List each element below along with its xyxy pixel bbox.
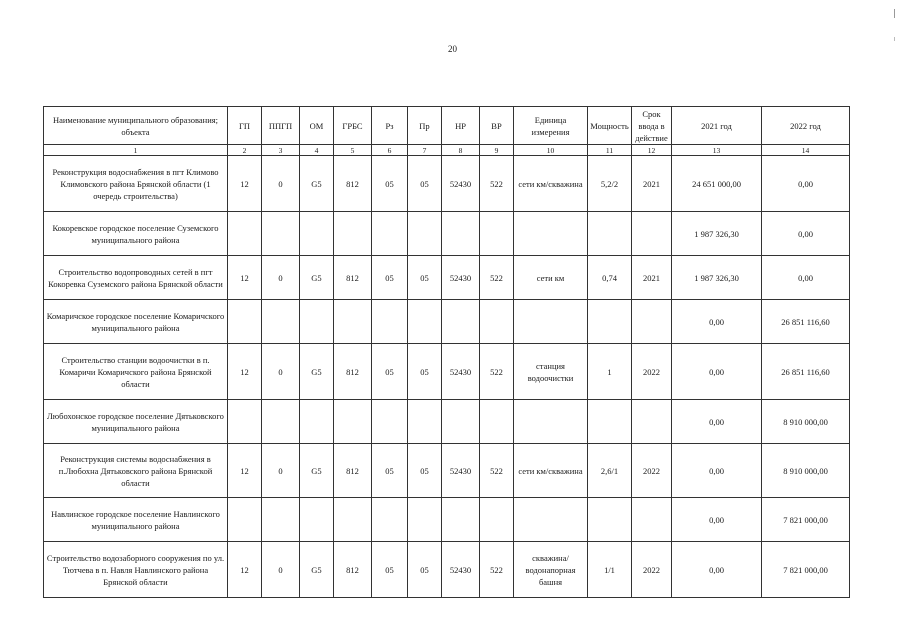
cell-ppgp: 0 [262, 344, 300, 400]
col-number: 11 [588, 145, 632, 156]
cell-amount-2022: 8 910 000,00 [762, 444, 850, 498]
cell-amount-2022: 7 821 000,00 [762, 498, 850, 542]
cell-om: G5 [300, 444, 334, 498]
cell-amount-2022: 0,00 [762, 212, 850, 256]
cell-amount-2021: 1 987 326,30 [672, 212, 762, 256]
page-edge-mark [894, 9, 895, 18]
cell-om: G5 [300, 542, 334, 598]
cell-unit: сети км/скважина [514, 444, 588, 498]
cell-pr: 05 [408, 344, 442, 400]
col-header-om: ОМ [300, 107, 334, 145]
cell-unit [514, 212, 588, 256]
cell-amount-2021: 1 987 326,30 [672, 256, 762, 300]
cell-nr [442, 400, 480, 444]
cell-grbs [334, 498, 372, 542]
cell-om: G5 [300, 256, 334, 300]
col-number: 8 [442, 145, 480, 156]
col-header-commissioning: Срок ввода в действие [632, 107, 672, 145]
col-header-rz: Рз [372, 107, 408, 145]
col-number: 14 [762, 145, 850, 156]
cell-gp: 12 [228, 256, 262, 300]
cell-rz: 05 [372, 344, 408, 400]
cell-capacity [588, 212, 632, 256]
cell-object-name: Реконструкция системы водоснабжения в п.Любохна Дятьковского района Брянской области [44, 444, 228, 498]
cell-capacity: 2,6/1 [588, 444, 632, 498]
cell-vr [480, 300, 514, 344]
cell-gp [228, 212, 262, 256]
cell-unit: станция водоочистки [514, 344, 588, 400]
col-header-nr: НР [442, 107, 480, 145]
col-number: 6 [372, 145, 408, 156]
cell-vr: 522 [480, 256, 514, 300]
cell-commissioning-year: 2022 [632, 542, 672, 598]
col-header-name: Наименование муниципального образования; объекта [44, 107, 228, 145]
cell-pr [408, 400, 442, 444]
cell-vr: 522 [480, 542, 514, 598]
col-number: 3 [262, 145, 300, 156]
cell-grbs: 812 [334, 344, 372, 400]
cell-gp [228, 498, 262, 542]
cell-om: G5 [300, 344, 334, 400]
col-header-unit: Единица измерения [514, 107, 588, 145]
cell-nr: 52430 [442, 542, 480, 598]
cell-capacity [588, 498, 632, 542]
cell-gp [228, 300, 262, 344]
cell-nr [442, 300, 480, 344]
table-row [44, 400, 850, 444]
cell-object-name: Кокоревское городское поселение Суземского муниципального района [44, 212, 228, 256]
cell-gp: 12 [228, 542, 262, 598]
cell-rz: 05 [372, 256, 408, 300]
col-header-2021: 2021 год [672, 107, 762, 145]
funding-table [43, 106, 850, 598]
cell-om [300, 300, 334, 344]
cell-amount-2022: 0,00 [762, 156, 850, 212]
cell-capacity: 5,2/2 [588, 156, 632, 212]
cell-capacity: 1 [588, 344, 632, 400]
cell-amount-2021: 0,00 [672, 444, 762, 498]
col-number: 1 [44, 145, 228, 156]
cell-commissioning-year [632, 212, 672, 256]
col-number: 9 [480, 145, 514, 156]
cell-object-name: Строительство водопроводных сетей в пгт Кокоревка Суземского района Брянской области [44, 256, 228, 300]
cell-om [300, 400, 334, 444]
cell-vr: 522 [480, 444, 514, 498]
cell-grbs: 812 [334, 156, 372, 212]
cell-pr [408, 498, 442, 542]
cell-commissioning-year [632, 498, 672, 542]
cell-nr [442, 498, 480, 542]
cell-vr: 522 [480, 344, 514, 400]
cell-rz: 05 [372, 444, 408, 498]
cell-gp: 12 [228, 444, 262, 498]
col-number: 7 [408, 145, 442, 156]
cell-object-name: Навлинское городское поселение Навлинского муниципального района [44, 498, 228, 542]
cell-pr: 05 [408, 542, 442, 598]
cell-nr: 52430 [442, 444, 480, 498]
table-row [44, 156, 850, 212]
cell-gp: 12 [228, 344, 262, 400]
cell-rz: 05 [372, 542, 408, 598]
cell-amount-2022: 0,00 [762, 256, 850, 300]
col-header-vr: ВР [480, 107, 514, 145]
cell-grbs: 812 [334, 542, 372, 598]
cell-grbs: 812 [334, 444, 372, 498]
cell-commissioning-year [632, 300, 672, 344]
cell-object-name: Строительство станции водоочистки в п. Комаричи Комаричского района Брянской области [44, 344, 228, 400]
cell-pr: 05 [408, 156, 442, 212]
cell-om [300, 498, 334, 542]
cell-vr: 522 [480, 156, 514, 212]
cell-amount-2022: 26 851 116,60 [762, 344, 850, 400]
header-row [44, 107, 850, 145]
cell-grbs [334, 300, 372, 344]
table-row [44, 256, 850, 300]
cell-amount-2021: 0,00 [672, 344, 762, 400]
table-row [44, 498, 850, 542]
cell-vr [480, 212, 514, 256]
cell-pr: 05 [408, 444, 442, 498]
cell-vr [480, 498, 514, 542]
cell-unit [514, 300, 588, 344]
cell-amount-2022: 8 910 000,00 [762, 400, 850, 444]
col-header-grbs: ГРБС [334, 107, 372, 145]
cell-commissioning-year: 2021 [632, 256, 672, 300]
cell-ppgp [262, 300, 300, 344]
cell-rz [372, 400, 408, 444]
table-row [44, 542, 850, 598]
cell-nr: 52430 [442, 256, 480, 300]
cell-amount-2021: 0,00 [672, 542, 762, 598]
cell-grbs [334, 212, 372, 256]
cell-commissioning-year [632, 400, 672, 444]
cell-amount-2021: 0,00 [672, 400, 762, 444]
cell-ppgp: 0 [262, 156, 300, 212]
page-edge-mark-lower [894, 37, 895, 41]
col-header-gp: ГП [228, 107, 262, 145]
cell-amount-2022: 7 821 000,00 [762, 542, 850, 598]
cell-unit: сети км [514, 256, 588, 300]
cell-amount-2021: 0,00 [672, 300, 762, 344]
cell-gp [228, 400, 262, 444]
cell-om [300, 212, 334, 256]
cell-rz [372, 498, 408, 542]
cell-object-name: Любохонское городское поселение Дятьковского муниципального района [44, 400, 228, 444]
cell-gp: 12 [228, 156, 262, 212]
cell-capacity [588, 300, 632, 344]
col-number: 13 [672, 145, 762, 156]
cell-rz [372, 300, 408, 344]
cell-vr [480, 400, 514, 444]
cell-grbs: 812 [334, 256, 372, 300]
cell-pr: 05 [408, 256, 442, 300]
cell-capacity: 1/1 [588, 542, 632, 598]
col-header-2022: 2022 год [762, 107, 850, 145]
col-number: 5 [334, 145, 372, 156]
cell-ppgp: 0 [262, 444, 300, 498]
page-number: 20 [448, 44, 457, 54]
cell-object-name: Реконструкция водоснабжения в пгт Климово Климовского района Брянской области (1 очередь строительства) [44, 156, 228, 212]
col-header-ppgp: ППГП [262, 107, 300, 145]
cell-unit [514, 400, 588, 444]
cell-commissioning-year: 2021 [632, 156, 672, 212]
cell-ppgp [262, 212, 300, 256]
col-number: 4 [300, 145, 334, 156]
cell-commissioning-year: 2022 [632, 344, 672, 400]
cell-unit [514, 498, 588, 542]
table-row [44, 344, 850, 400]
table-row [44, 212, 850, 256]
column-number-row [44, 145, 850, 156]
cell-amount-2021: 0,00 [672, 498, 762, 542]
cell-pr [408, 212, 442, 256]
col-header-capacity: Мощность [588, 107, 632, 145]
col-header-pr: Пр [408, 107, 442, 145]
col-number: 10 [514, 145, 588, 156]
cell-object-name: Строительство водозаборного сооружения по ул. Тютчева в п. Навля Навлинского района Брянской области [44, 542, 228, 598]
cell-amount-2022: 26 851 116,60 [762, 300, 850, 344]
cell-unit: скважина/водонапорная башня [514, 542, 588, 598]
cell-om: G5 [300, 156, 334, 212]
cell-nr [442, 212, 480, 256]
cell-object-name: Комаричское городское поселение Комаричского муниципального района [44, 300, 228, 344]
cell-ppgp [262, 498, 300, 542]
cell-grbs [334, 400, 372, 444]
cell-rz: 05 [372, 156, 408, 212]
cell-ppgp: 0 [262, 542, 300, 598]
cell-amount-2021: 24 651 000,00 [672, 156, 762, 212]
cell-rz [372, 212, 408, 256]
cell-nr: 52430 [442, 344, 480, 400]
col-number: 12 [632, 145, 672, 156]
cell-pr [408, 300, 442, 344]
table-row [44, 444, 850, 498]
cell-commissioning-year: 2022 [632, 444, 672, 498]
cell-capacity: 0,74 [588, 256, 632, 300]
table-row [44, 300, 850, 344]
cell-capacity [588, 400, 632, 444]
cell-unit: сети км/скважина [514, 156, 588, 212]
cell-ppgp: 0 [262, 256, 300, 300]
cell-ppgp [262, 400, 300, 444]
cell-nr: 52430 [442, 156, 480, 212]
col-number: 2 [228, 145, 262, 156]
